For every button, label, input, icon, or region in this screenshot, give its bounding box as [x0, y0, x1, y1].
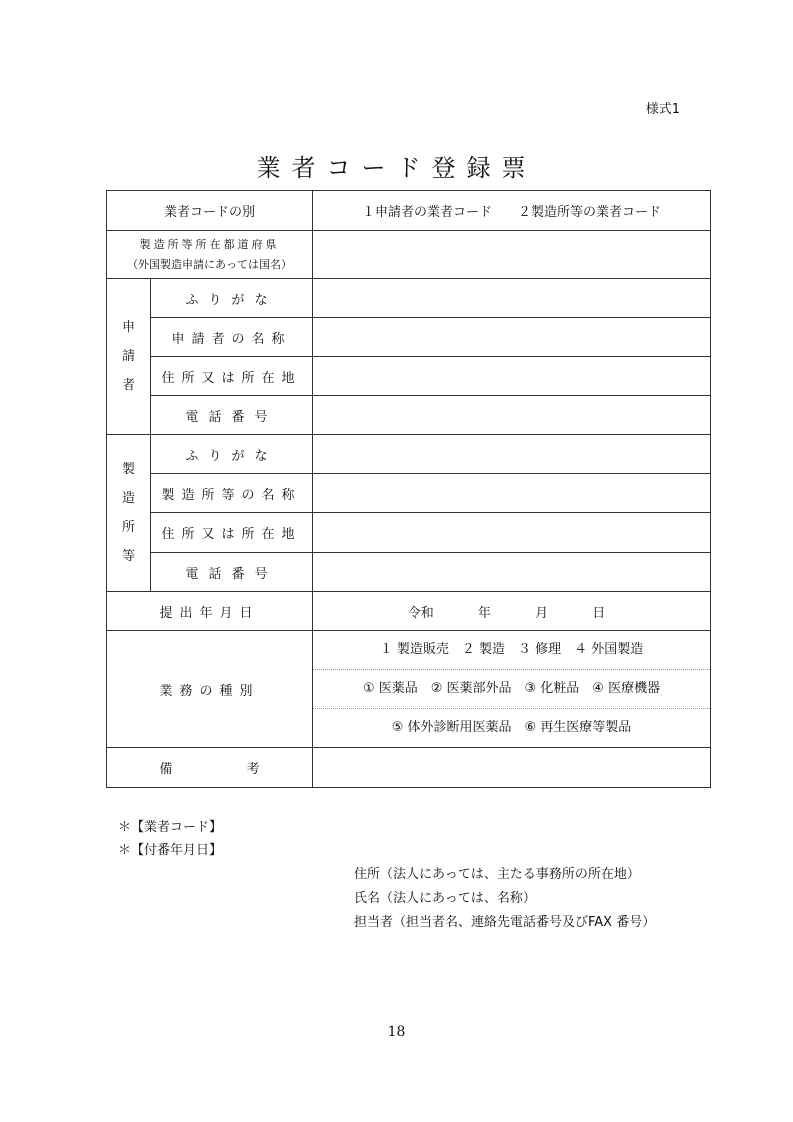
page-number: 18: [387, 1024, 406, 1040]
registration-form-table: [106, 190, 711, 788]
facility-furigana-input[interactable]: [313, 435, 711, 474]
signature-contact: 担当者（担当者名、連絡先電話番号及びFAX 番号）: [354, 915, 656, 930]
business-type-options: [313, 631, 711, 748]
applicant-char: 請: [121, 349, 135, 364]
prefecture-input[interactable]: [313, 231, 711, 279]
note-assigned-date: ＊【付番年月日】: [118, 843, 223, 858]
prefecture-label: [107, 231, 313, 279]
row-applicant-address: [107, 357, 711, 396]
row-facility-phone: [107, 553, 711, 592]
row-remarks: [107, 748, 711, 788]
applicant-group-label: [107, 279, 151, 435]
form-number-label: 様式1: [645, 102, 680, 117]
business-type-label: 業務の種別: [107, 631, 313, 748]
facility-group-label: [107, 435, 151, 592]
row-prefecture: [107, 231, 711, 279]
facility-furigana-label: ふりがな: [151, 435, 313, 474]
facility-char: 等: [121, 549, 135, 564]
row-facility-name: [107, 474, 711, 513]
facility-char: 所: [121, 520, 135, 535]
business-type-line3[interactable]: ⑤ 体外診断用医薬品 ⑥ 再生医療等製品: [391, 720, 632, 735]
note-business-code: ＊【業者コード】: [118, 820, 223, 835]
facility-address-input[interactable]: [313, 513, 711, 553]
remarks-label: [107, 748, 313, 788]
signature-name: 氏名（法人にあっては、名称）: [354, 891, 536, 906]
facility-name-label: 製造所等の名称: [151, 474, 313, 513]
row-applicant-phone: [107, 396, 711, 435]
row-facility-furigana: [107, 435, 711, 474]
row-business-type: [107, 631, 711, 748]
code-type-label: 業者コードの別: [107, 191, 313, 231]
facility-char: 造: [121, 491, 135, 506]
code-type-value[interactable]: １申請者の業者コード ２製造所等の業者コード: [313, 191, 711, 231]
facility-address-label: 住所又は所在地: [151, 513, 313, 553]
page-title: 業者コード登録票: [256, 154, 537, 182]
date-day: 日: [592, 605, 606, 621]
facility-name-input[interactable]: [313, 474, 711, 513]
prefecture-label-line1: 製造所等所在都道府県: [139, 237, 280, 251]
applicant-phone-label: 電話番号: [151, 396, 313, 435]
applicant-phone-input[interactable]: [313, 396, 711, 435]
prefecture-label-line2: （外国製造申請にあっては国名）: [127, 257, 292, 271]
applicant-furigana-input[interactable]: [313, 279, 711, 318]
row-submit-date: [107, 592, 711, 631]
row-applicant-name: [107, 318, 711, 357]
remarks-input[interactable]: [313, 748, 711, 788]
date-era: 令和: [407, 605, 434, 621]
applicant-furigana-label: ふりがな: [151, 279, 313, 318]
date-month: 月: [535, 605, 549, 621]
submit-date-input[interactable]: [313, 592, 711, 631]
row-applicant-furigana: [107, 279, 711, 318]
facility-phone-input[interactable]: [313, 553, 711, 592]
applicant-char: 申: [121, 320, 135, 335]
applicant-address-label: 住所又は所在地: [151, 357, 313, 396]
remarks-label-left: 備: [159, 762, 173, 777]
applicant-address-input[interactable]: [313, 357, 711, 396]
submit-date-label: 提出年月日: [107, 592, 313, 631]
facility-char: 製: [121, 462, 135, 477]
signature-address: 住所（法人にあっては、主たる事務所の所在地）: [354, 867, 640, 882]
row-code-type: [107, 191, 711, 231]
applicant-char: 者: [121, 378, 135, 393]
applicant-name-input[interactable]: [313, 318, 711, 357]
row-facility-address: [107, 513, 711, 553]
business-type-line1[interactable]: １ 製造販売 ２ 製造 ３ 修理 ４ 外国製造: [313, 631, 710, 670]
facility-phone-label: 電話番号: [151, 553, 313, 592]
business-type-line2[interactable]: ① 医薬品 ② 医薬部外品 ③ 化粧品 ④ 医療機器: [313, 670, 710, 709]
date-year: 年: [477, 605, 491, 621]
remarks-label-right: 考: [246, 762, 260, 777]
applicant-name-label: 申請者の名称: [151, 318, 313, 357]
